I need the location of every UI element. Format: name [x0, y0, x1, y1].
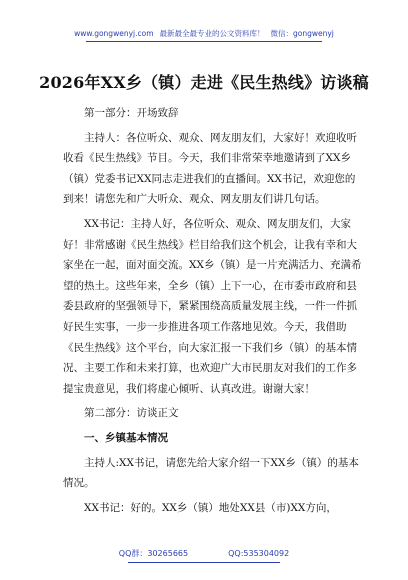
- section-heading-part-two: 第二部分：访谈正文: [84, 407, 179, 420]
- header-divider: [86, 41, 322, 42]
- subheading-basic-info: 一、乡镇基本情况: [84, 431, 168, 444]
- section-heading-part-one: 第一部分：开场致辞: [84, 107, 179, 119]
- qq-number: QQ:535304092: [228, 549, 290, 558]
- site-url[interactable]: www.gongwenyj.com: [74, 29, 154, 38]
- paragraph-host-opening: 主持人：各位听众、观众、网友朋友们，大家好！欢迎收听收看《民生热线》节目。今天，我们非常荣幸地邀请到了XX乡（镇）党委书记XX同志走进我们的直播间。XX书记，欢迎您的到来！请您先和广大听众、观众、网友朋友们讲几句话。: [63, 131, 357, 206]
- wechat-id: 微信：gongwenyj: [270, 29, 334, 38]
- page-header: [0, 28, 408, 39]
- document-title: 2026年XX乡（镇）走进《民生热线》访谈稿: [39, 73, 369, 92]
- paragraph-secretary-answer: XX书记：好的。XX乡（镇）地处XX县（市)XX方向，: [84, 501, 337, 514]
- document-body: [63, 103, 363, 522]
- paragraph-secretary-opening: XX书记：主持人好，各位听众、观众、网友朋友们，大家好！非常感谢《民生热线》栏目给我们这个机会，让我有幸和大家坐在一起，面对面交流。XX乡（镇）是一片充满活力、充满希望的热土。这些年来，全乡（镇）上下一心，在市委市政府和县委县政府的坚强领导下，紧紧围绕高质量发展主线，一件一件抓好民生实事，一步一步推进各项工作落地见效。今天，我借助《民生热线》这个平台，向大家汇报一下我们乡（镇）的基本情况、主要工作和未来打算，也欢迎广大市民朋友对我们的工作多提宝贵意见，我们将虚心倾听、认真改进。谢谢大家！: [63, 217, 362, 395]
- qq-group: QQ群：30265665: [118, 549, 189, 558]
- footer-divider: [128, 562, 280, 563]
- paragraph-host-question: 主持人:XX书记，请您先给大家介绍一下XX乡（镇）的基本情况。: [63, 456, 359, 490]
- page-footer: [0, 548, 408, 559]
- site-slogan: 最新最全最专业的公文资料库！: [159, 29, 265, 38]
